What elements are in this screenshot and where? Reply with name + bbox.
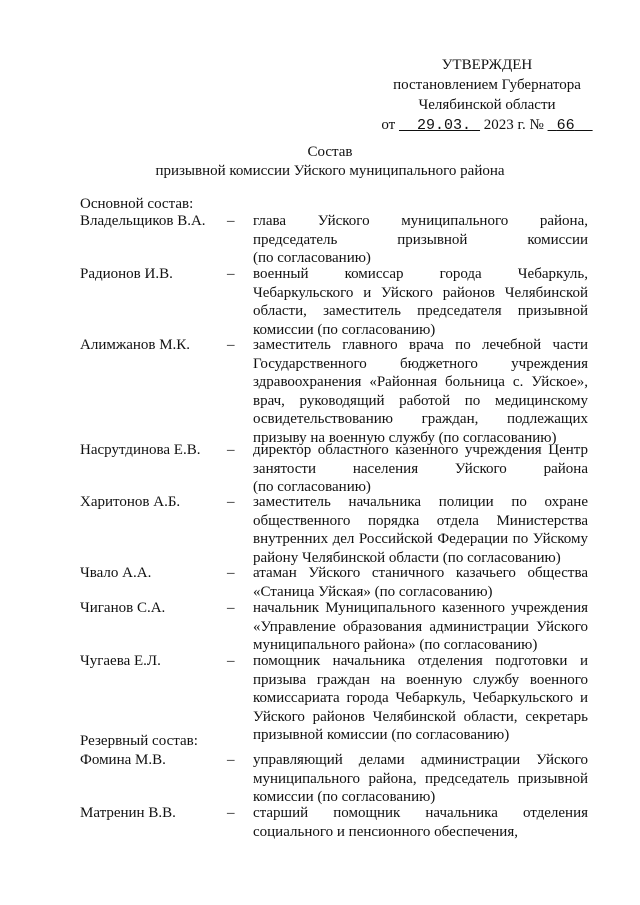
position-line: заместитель главного врача по лечебной части xyxy=(253,337,588,353)
member-dash: – xyxy=(227,653,235,669)
position-line: Чебаркульского и Уйского районов Челябинской xyxy=(253,284,588,301)
position-line: области, заместитель председателя призывной xyxy=(253,303,588,319)
position-line: атаман Уйского станичного казачьего общества xyxy=(253,565,588,581)
position-line: (по согласованию) xyxy=(253,250,371,266)
position-line: Уйского районов Челябинской области, секретарь xyxy=(253,708,588,725)
position-line: Государственного бюджетного учреждения xyxy=(253,355,588,372)
position-line: району Челябинской области (по согласованию) xyxy=(253,549,561,566)
approval-heading: УТВЕРЖДЕН xyxy=(441,57,533,73)
position-line: комиссариата города Чебаркуль, Чебаркульского и xyxy=(253,690,588,706)
position-line: председатель призывной комиссии xyxy=(253,231,588,248)
title-line-1: Состав xyxy=(307,144,353,160)
position-line: комиссии (по согласованию) xyxy=(253,789,436,805)
reserve-composition-label: Резервный состав: xyxy=(80,733,198,749)
position-line: социального и пенсионного обеспечения, xyxy=(253,823,518,840)
member-name: Матренин В.В. xyxy=(80,805,176,821)
position-line: призыву на военную службу (по согласованию) xyxy=(253,429,557,446)
position-line: директор областного казенного учреждения Центр xyxy=(253,442,588,458)
member-dash: – xyxy=(227,494,235,510)
member-name: Чвало А.А. xyxy=(80,565,152,581)
position-line: комиссии (по согласованию) xyxy=(253,321,436,338)
member-position xyxy=(253,493,588,567)
member-dash: – xyxy=(227,565,235,581)
member-name: Чиганов С.А. xyxy=(80,600,166,616)
approval-date: 29.03. xyxy=(417,117,472,134)
position-line: помощник начальника отделения подготовки и xyxy=(253,653,588,669)
title-line-2: призывной комиссии Уйского муниципального района xyxy=(155,163,505,179)
member-name: Радионов И.В. xyxy=(80,266,173,282)
member-name: Владельщиков В.А. xyxy=(80,213,206,229)
member-position xyxy=(253,751,588,807)
position-line: старший помощник начальника отделения xyxy=(253,805,588,821)
member-position xyxy=(253,336,588,447)
position-line: занятости населения Уйского района xyxy=(253,460,588,477)
position-line: здравоохранения «Районная больница с. Уйское», xyxy=(253,374,588,390)
approval-decree: постановлением Губернатора xyxy=(393,77,581,93)
position-line: заместитель начальника полиции по охране xyxy=(253,494,588,510)
position-line: призывной комиссии (по согласованию) xyxy=(253,727,510,743)
member-position xyxy=(253,599,588,655)
member-position xyxy=(253,212,588,268)
member-name: Фомина М.В. xyxy=(80,752,166,768)
position-line: муниципального района, председатель призывной xyxy=(253,770,588,787)
position-line: общественного порядка отдела Министерства xyxy=(253,512,588,529)
position-line: военный комиссар города Чебаркуль, xyxy=(253,266,588,282)
member-dash: – xyxy=(227,752,235,768)
approval-date-line xyxy=(372,115,602,136)
position-line: управляющий делами администрации Уйского xyxy=(253,752,588,768)
member-position xyxy=(253,564,588,601)
member-dash: – xyxy=(227,805,235,821)
document-title xyxy=(0,143,640,181)
position-line: призыва граждан на военную службу военного xyxy=(253,671,588,688)
position-line: начальник Муниципального казенного учреждения xyxy=(253,600,588,616)
member-name: Харитонов А.Б. xyxy=(80,494,181,510)
position-line: внутренних дел Российской Федерации по Уйскому xyxy=(253,531,588,547)
member-name: Насрутдинова Е.В. xyxy=(80,442,201,458)
main-composition-label: Основной состав: xyxy=(80,196,194,212)
approval-year-number: 2023 г. № xyxy=(483,117,544,133)
position-line: «Управление образования администрации Уйского xyxy=(253,618,588,635)
approval-region: Челябинской области xyxy=(418,97,556,113)
approval-block xyxy=(372,55,602,136)
position-line: глава Уйского муниципального района, xyxy=(253,213,588,229)
approval-from: от xyxy=(381,117,396,133)
member-dash: – xyxy=(227,213,235,229)
approval-number: 66 xyxy=(556,117,575,134)
member-position xyxy=(253,441,588,497)
member-dash: – xyxy=(227,266,235,282)
member-position xyxy=(253,265,588,339)
position-line: врач, руководящий работой по медицинскому xyxy=(253,392,588,409)
member-dash: – xyxy=(227,442,235,458)
position-line: (по согласованию) xyxy=(253,479,371,495)
member-name: Алимжанов М.К. xyxy=(80,337,191,353)
member-dash: – xyxy=(227,337,235,353)
member-name: Чугаева Е.Л. xyxy=(80,653,161,669)
position-line: освидетельствованию граждан, подлежащих xyxy=(253,411,588,427)
member-dash: – xyxy=(227,600,235,616)
member-position xyxy=(253,804,588,841)
member-position xyxy=(253,652,588,745)
position-line: «Станица Уйская» (по согласованию) xyxy=(253,583,493,600)
position-line: муниципального района» (по согласованию) xyxy=(253,637,538,653)
